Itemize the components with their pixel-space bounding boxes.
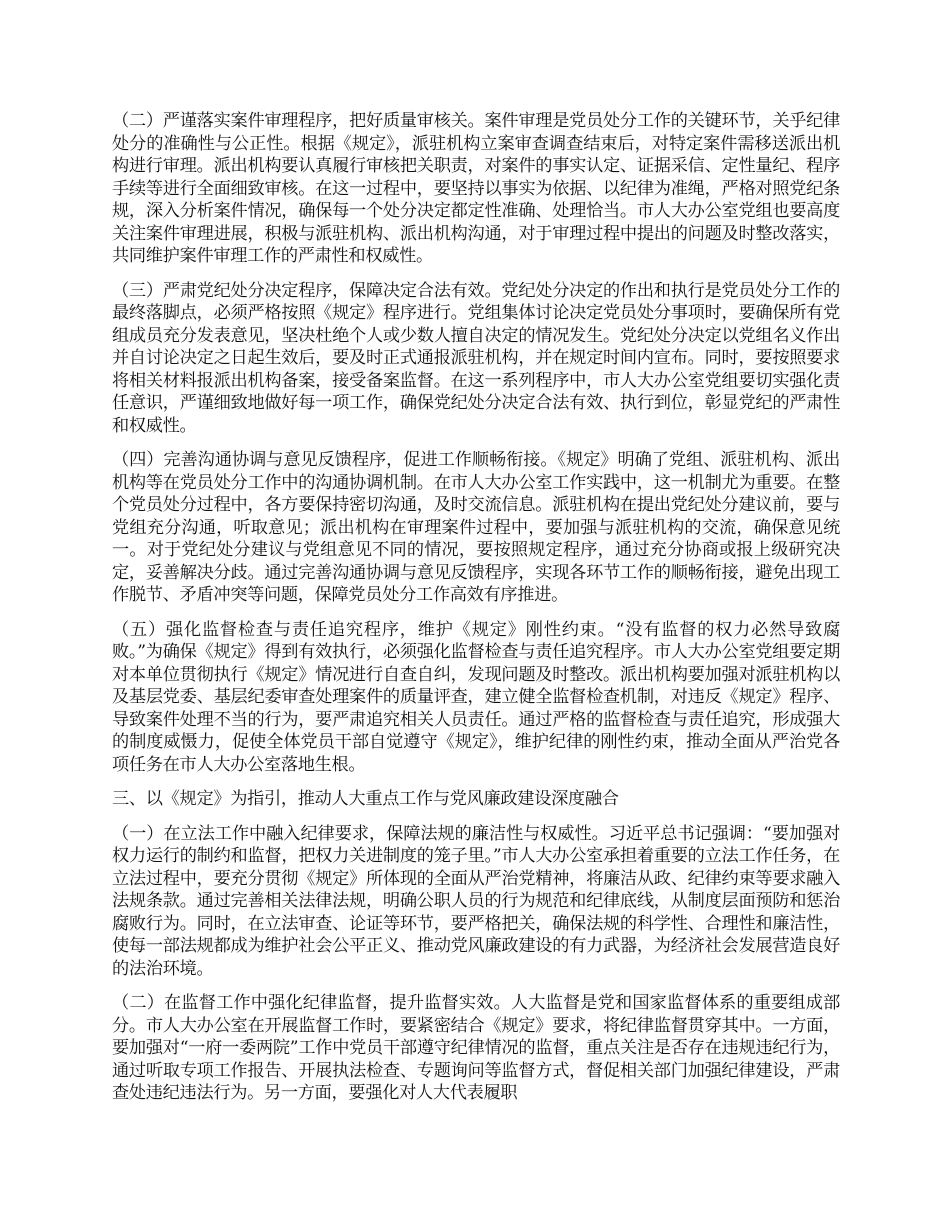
paragraph-case-review-procedure: （二）严谨落实案件审理程序，把好质量审核关。案件审理是党员处分工作的关键环节，关乎纪律处分的准确性与公正性。根据《规定》，派驻机构立案审查调查结束后，对特定案件需移送派出机构进行审理。派出机构要认真履行审核把关职责，对案件的事实认定、证据采信、定性量纪、程序手续等进行全面细致审核。在这一过程中，要坚持以事实为依据、以纪律为准绳，严格对照党纪条规，深入分析案件情况，确保每一个处分决定都定性准确、处理恰当。市人大办公室党组也要高度关注案件审理进展，积极与派驻机构、派出机构沟通，对于审理过程中提出的问题及时整改落实，共同维护案件审理工作的严肃性和权威性。 bbox=[112, 111, 840, 266]
paragraph-communication-coordination: （四）完善沟通协调与意见反馈程序，促进工作顺畅衔接。《规定》明确了党组、派驻机构、派出机构等在党员处分工作中的沟通协调机制。在市人大办公室工作实践中，这一机制尤为重要。在整个党员处分过程中，各方要保持密切沟通，及时交流信息。派驻机构在提出党纪处分建议前，要与党组充分沟通，听取意见；派出机构在审理案件过程中，要加强与派驻机构的交流，确保意见统一。对于党纪处分建议与党组意见不同的情况，要按照规定程序，通过充分协商或报上级研究决定，妥善解决分歧。通过完善沟通协调与意见反馈程序，实现各环节工作的顺畅衔接，避免出现工作脱节、矛盾冲突等问题，保障党员处分工作高效有序推进。 bbox=[112, 450, 840, 605]
document-page bbox=[112, 110, 840, 1117]
paragraph-disciplinary-decision-procedure: （三）严肃党纪处分决定程序，保障决定合法有效。党纪处分决定的作出和执行是党员处分工作的最终落脚点，必须严格按照《规定》程序进行。党组集体讨论决定党员处分事项时，要确保所有党组成员充分发表意见，坚决杜绝个人或少数人擅自决定的情况发生。党纪处分决定以党组名义作出并自讨论决定之日起生效后，要及时正式通报派驻机构，并在规定时间内宣布。同时，要按照要求将相关材料报派出机构备案，接受备案监督。在这一系列程序中，市人大办公室党组要切实强化责任意识，严谨细致地做好每一项工作，确保党纪处分决定合法有效、执行到位，彰显党纪的严肃性和权威性。 bbox=[112, 280, 840, 436]
section-heading-three: 三、以《规定》为指引，推动人大重点工作与党风廉政建设深度融合 bbox=[112, 789, 619, 809]
paragraph-supervision-work: （二）在监督工作中强化纪律监督，提升监督实效。人大监督是党和国家监督体系的重要组成部分。市人大办公室在开展监督工作时，要紧密结合《规定》要求，将纪律监督贯穿其中。一方面，要加强对“一府一委两院”工作中党员干部遵守纪律情况的监督，重点关注是否存在违规违纪行为，通过听取专项工作报告、开展执法检查、专题询问等监督方式，督促相关部门加强纪律建设，严肃查处违纪违法行为。另一方面，要强化对人大代表履职 bbox=[112, 993, 840, 1103]
paragraph-legislative-work: （一）在立法工作中融入纪律要求，保障法规的廉洁性与权威性。习近平总书记强调：“要加强对权力运行的制约和监督，把权力关进制度的笼子里。”市人大办公室承担着重要的立法工作任务，在立法过程中，要充分贯彻《规定》所体现的全面从严治党精神，将廉洁从政、纪律约束等要求融入法规条款。通过完善相关法律法规，明确公职人员的行为规范和纪律底线，从制度层面预防和惩治腐败行为。同时，在立法审查、论证等环节，要严格把关，确保法规的科学性、合理性和廉洁性，使每一部法规都成为维护社会公平正义、推动党风廉政建设的有力武器，为经济社会发展营造良好的法治环境。 bbox=[112, 823, 840, 979]
paragraph-supervision-accountability: （五）强化监督检查与责任追究程序，维护《规定》刚性约束。“没有监督的权力必然导致腐败。”为确保《规定》得到有效执行，必须强化监督检查与责任追究程序。市人大办公室党组要定期对本单位贯彻执行《规定》情况进行自查自纠，发现问题及时整改。派出机构要加强对派驻机构以及基层党委、基层纪委审查处理案件的质量评查，建立健全监督检查机制，对违反《规定》程序、导致案件处理不当的行为，要严肃追究相关人员责任。通过严格的监督检查与责任追究，形成强大的制度威慑力，促使全体党员干部自觉遵守《规定》，维护纪律的刚性约束，推动全面从严治党各项任务在市人大办公室落地生根。 bbox=[112, 619, 840, 775]
